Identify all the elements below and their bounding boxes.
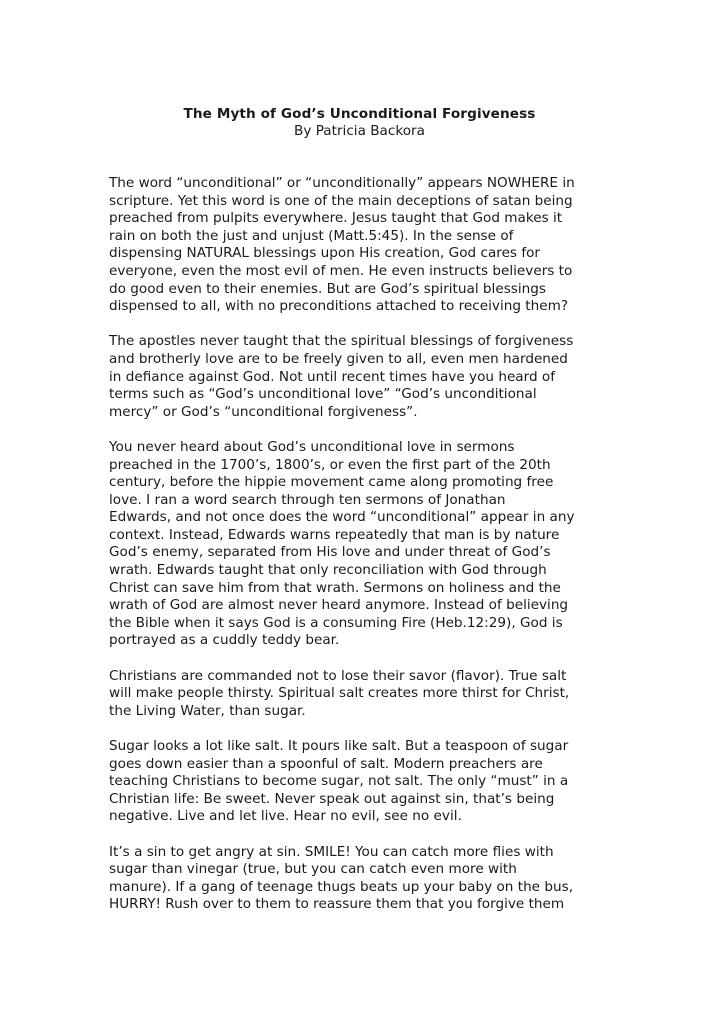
paragraph	[109, 175, 619, 316]
text-line: The apostles never taught that the spiritual blessings of forgiveness	[109, 333, 574, 350]
text-line: Sugar looks a lot like salt. It pours like salt. But a teaspoon of sugar	[109, 738, 569, 754]
text-line: the Bible when it says God is a consuming Fire (Heb.12:29), God is	[109, 614, 563, 631]
text-line: portrayed as a cuddly teddy bear.	[109, 632, 340, 649]
document-title: The Myth of God’s Unconditional Forgiveness	[183, 106, 536, 122]
text-line: in defiance against God. Not until recent times have you heard of	[109, 368, 556, 385]
text-line: preached in the 1700’s, 1800’s, or even the first part of the 20th	[109, 456, 551, 473]
paragraph	[109, 439, 619, 650]
text-line: dispensed to all, with no preconditions attached to receiving them?	[109, 298, 569, 315]
document-author: By Patricia Backora	[294, 123, 425, 139]
text-line: Edwards, and not once does the word “unconditional” appear in any	[109, 509, 575, 526]
text-line: everyone, even the most evil of men. He even instructs believers to	[109, 262, 573, 279]
text-line: will make people thirsty. Spiritual salt creates more thirst for Christ,	[109, 685, 570, 702]
text-line: teaching Christians to become sugar, not salt. The only “must” in a	[109, 773, 569, 790]
paragraph	[109, 668, 619, 721]
document-header	[0, 105, 719, 140]
text-line: goes down easier than a spoonful of salt. Modern preachers are	[109, 755, 543, 772]
text-line: terms such as “God’s unconditional love” “God’s unconditional	[109, 386, 537, 403]
text-line: century, before the hippie movement came along promoting free	[109, 474, 554, 491]
text-line: the Living Water, than sugar.	[109, 702, 306, 719]
text-line: God’s enemy, separated from His love and under threat of God’s	[109, 544, 551, 561]
text-line: do good even to their enemies. But are God’s spiritual blessings	[109, 280, 546, 297]
paragraph	[109, 333, 619, 421]
document-body	[109, 175, 619, 932]
text-line: preached from pulpits everywhere. Jesus taught that God makes it	[109, 210, 563, 227]
text-line: wrath. Edwards taught that only reconciliation with God through	[109, 562, 547, 579]
text-line: Christian life: Be sweet. Never speak out against sin, that’s being	[109, 790, 555, 807]
text-line: scripture. Yet this word is one of the main deceptions of satan being	[109, 192, 573, 209]
paragraph	[109, 844, 619, 914]
text-line: negative. Live and let live. Hear no evil, see no evil.	[109, 808, 462, 825]
text-line: manure). If a gang of teenage thugs beats up your baby on the bus,	[109, 878, 574, 895]
text-line: sugar than vinegar (true, but you can catch even more with	[109, 861, 517, 878]
text-line: You never heard about God’s unconditional love in sermons	[109, 438, 515, 455]
text-line: wrath of God are almost never heard anymore. Instead of believing	[109, 597, 569, 614]
text-line: HURRY! Rush over to them to reassure them that you forgive them	[109, 896, 565, 913]
text-line: Christians are commanded not to lose their savor (flavor). True salt	[109, 667, 567, 684]
paragraph	[109, 738, 619, 826]
text-line: Christ can save him from that wrath. Sermons on holiness and the	[109, 579, 561, 596]
text-line: love. I ran a word search through ten sermons of Jonathan	[109, 491, 506, 508]
text-line: mercy” or God’s “unconditional forgiveness”.	[109, 403, 418, 420]
text-line: It’s a sin to get angry at sin. SMILE! You can catch more flies with	[109, 843, 554, 860]
text-line: dispensing NATURAL blessings upon His creation, God cares for	[109, 245, 541, 262]
text-line: The word “unconditional” or “unconditionally” appears NOWHERE in	[109, 175, 575, 191]
text-line: context. Instead, Edwards warns repeatedly that man is by nature	[109, 526, 560, 543]
text-line: rain on both the just and unjust (Matt.5:45). In the sense of	[109, 227, 514, 244]
text-line: and brotherly love are to be freely given to all, even men hardened	[109, 350, 568, 367]
